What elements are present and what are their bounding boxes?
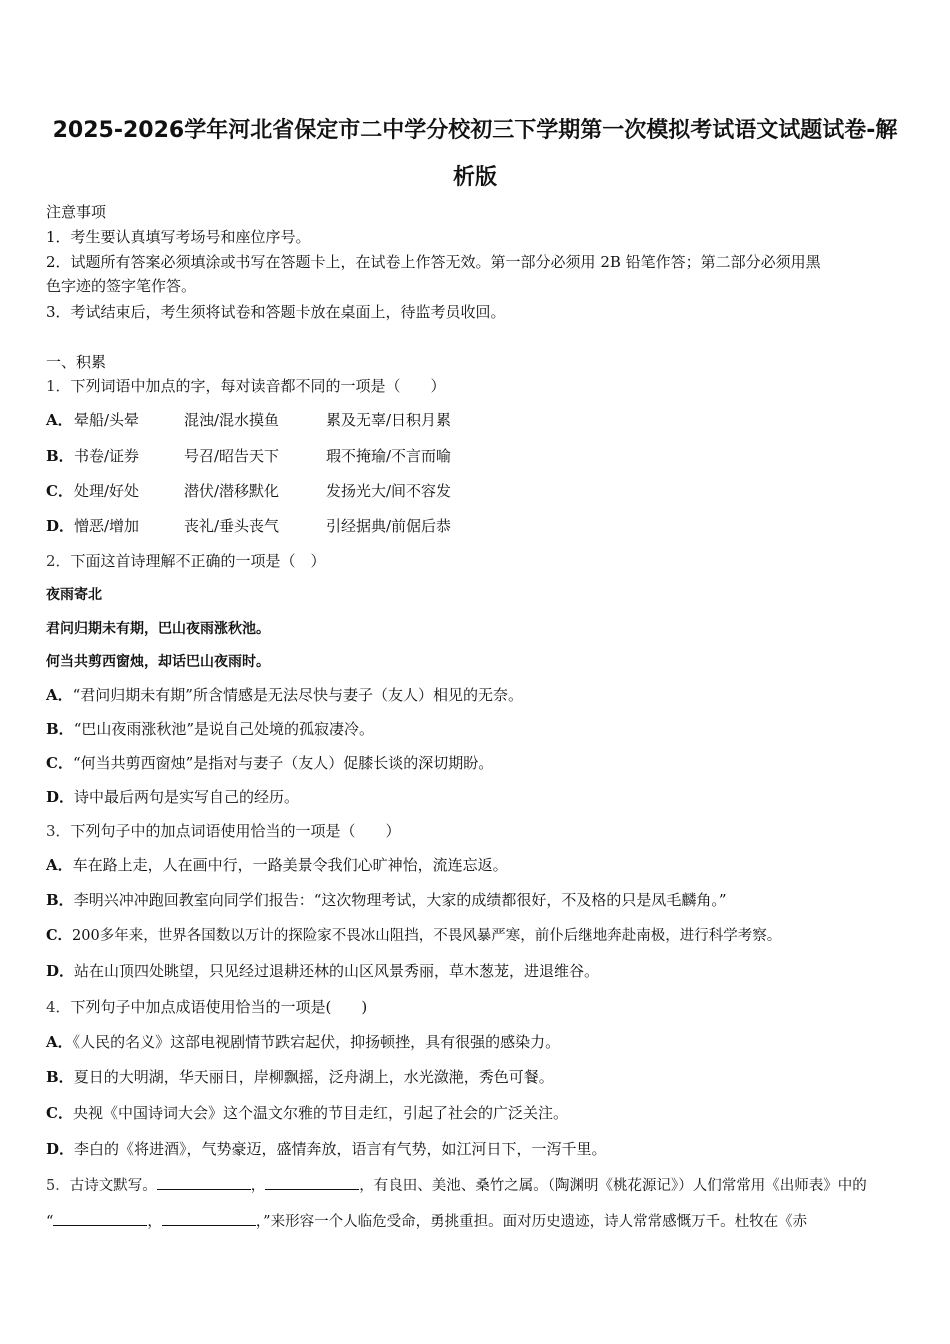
option-text: “君问归期未有期”所含情感是无法尽快与妻子（友人）相见的无奈。: [72, 686, 523, 704]
question-5-cont: [46, 1211, 807, 1232]
option-label: A．: [46, 686, 73, 704]
notice-item-3: 3．考试结束后，考生须将试卷和答题卡放在桌面上，待监考员收回。: [46, 303, 506, 321]
question-text: 下列词语中加点的字，每对读音都不同的一项是（ ）: [70, 377, 446, 395]
poem-line: 君问归期未有期，巴山夜雨涨秋池。: [46, 621, 270, 637]
option-label: B．: [46, 720, 74, 738]
poem-line: 何当共剪西窗烛，却话巴山夜雨时。: [46, 654, 270, 670]
option-text: 《人民的名义》这部电视剧情节跌宕起伏，抑扬顿挫，具有很强的感染力。: [72, 1033, 561, 1051]
option-text: 车在路上走，人在画中行，一路美景令我们心旷神怡，流连忘返。: [72, 856, 508, 874]
q4-option-a: [46, 1032, 560, 1052]
q4-option-c: [46, 1103, 568, 1123]
question-number: 3．: [46, 822, 71, 840]
option-text: “巴山夜雨涨秋池”是说自己处境的孤寂凄冷。: [73, 720, 375, 738]
answer-blank[interactable]: [53, 1211, 147, 1226]
option-label: C．: [46, 927, 73, 944]
word-pair: 混浊/混水摸鱼: [184, 411, 280, 429]
option-text: 央视《中国诗词大会》这个温文尔雅的节目走红，引起了社会的广泛关注。: [72, 1104, 568, 1122]
question-number: 2．: [46, 552, 71, 570]
option-label: C．: [46, 1104, 73, 1122]
answer-blank[interactable]: [157, 1175, 251, 1190]
q2-option-b: [46, 719, 374, 739]
notice-item-1: 1．考生要认真填写考场号和座位序号。: [46, 228, 311, 246]
option-label: B．: [46, 447, 74, 465]
option-text: 李明兴冲冲跑回教室向同学们报告：“这次物理考试，大家的成绩都很好，不及格的只是凤毛麟角。”: [73, 891, 727, 909]
question-text: 下面这首诗理解不正确的一项是（ ）: [70, 552, 326, 570]
option-label: A．: [46, 411, 73, 429]
question-5-stem: [46, 1175, 867, 1196]
option-label: C．: [46, 754, 73, 772]
option-label: D．: [46, 788, 75, 806]
option-text: 李白的《将进酒》，气势豪迈，盛情奔放，语言有气势，如江河日下，一泻千里。: [74, 1140, 607, 1158]
punctuation: ，: [147, 1214, 162, 1230]
option-label: D．: [46, 962, 75, 980]
quote-open: “: [46, 1214, 54, 1230]
answer-blank[interactable]: [265, 1175, 359, 1190]
word-pair: 潜伏/潜移默化: [184, 482, 280, 500]
notice-item-2: 2．试题所有答案必须填涂或书写在答题卡上，在试卷上作答无效。第一部分必须用 2B 铅笔作答；第二部分必须用黑: [46, 253, 821, 271]
q3-option-a: [46, 855, 508, 875]
option-label: A．: [46, 856, 73, 874]
question-number: 5．: [46, 1178, 70, 1194]
option-label: D．: [46, 1140, 75, 1158]
word-pair: 引经据典/前倨后恭: [326, 517, 452, 535]
q2-option-d: [46, 787, 299, 807]
question-2-stem: [46, 551, 326, 571]
q2-option-a: [46, 685, 523, 705]
question-4-stem: [46, 997, 367, 1017]
option-text: 诗中最后两句是实写自己的经历。: [74, 788, 300, 806]
word-pair: 书卷/证券: [74, 447, 140, 465]
q3-option-d: [46, 961, 599, 981]
page-title-cont: 析版: [452, 165, 497, 190]
question-number: 4．: [46, 998, 71, 1016]
word-pair: 憎恶/增加: [74, 517, 140, 535]
option-text: 200多年来，世界各国数以万计的探险家不畏冰山阻挡，不畏风暴严寒，前仆后继地奔赴南极，进行科学考察。: [72, 928, 782, 944]
punctuation: ，: [250, 1178, 266, 1194]
section-heading: 一、积累: [46, 353, 107, 371]
q3-option-b: [46, 890, 727, 910]
option-label: B．: [46, 891, 74, 909]
question-text: 下列句子中加点成语使用恰当的一项是( ): [70, 998, 368, 1016]
option-label: B．: [46, 1068, 74, 1086]
word-pair: 瑕不掩瑜/不言而喻: [326, 447, 452, 465]
question-text-cont: ，有良田、美池、桑竹之属。（陶渊明《桃花源记》）人们常常用《出师表》中的: [359, 1178, 867, 1194]
word-pair: 累及无辜/日积月累: [326, 411, 452, 429]
question-text: 古诗文默写。: [69, 1178, 157, 1194]
word-pair: 晕船/头晕: [74, 411, 140, 429]
option-label: D．: [46, 517, 75, 535]
q3-option-c: [46, 926, 781, 946]
question-text-cont: ，”来形容一个人临危受命，勇挑重担。面对历史遗迹，诗人常常感慨万千。杜牧在《赤: [255, 1214, 808, 1230]
option-label: C．: [46, 482, 73, 500]
question-number: 1．: [46, 377, 71, 395]
q4-option-d: [46, 1139, 607, 1159]
option-label: A．: [46, 1033, 73, 1051]
word-pair: 发扬光大/间不容发: [326, 482, 452, 500]
word-pair: 号召/昭告天下: [184, 447, 280, 465]
word-pair: 丧礼/垂头丧气: [184, 517, 280, 535]
q2-option-c: [46, 753, 493, 773]
notice-heading: 注意事项: [46, 203, 107, 221]
question-text: 下列句子中的加点词语使用恰当的一项是（ ）: [70, 822, 401, 840]
option-text: 站在山顶四处眺望，只见经过退耕还林的山区风景秀丽，草木葱茏，进退维谷。: [74, 962, 600, 980]
question-1-stem: [46, 376, 446, 396]
q4-option-b: [46, 1067, 554, 1087]
notice-item-2-cont: 色字迹的签字笔作答。: [46, 277, 197, 295]
option-text: “何当共剪西窗烛”是指对与妻子（友人）促膝长谈的深切期盼。: [72, 754, 494, 772]
poem-title: 夜雨寄北: [46, 587, 102, 603]
option-text: 夏日的大明湖，华天丽日，岸柳飘摇，泛舟湖上，水光潋滟，秀色可餐。: [73, 1068, 554, 1086]
answer-blank[interactable]: [162, 1211, 256, 1226]
word-pair: 处理/好处: [74, 482, 140, 500]
page-title: 2025-2026学年河北省保定市二中学分校初三下学期第一次模拟考试语文试题试卷-解: [52, 118, 898, 143]
question-3-stem: [46, 821, 401, 841]
